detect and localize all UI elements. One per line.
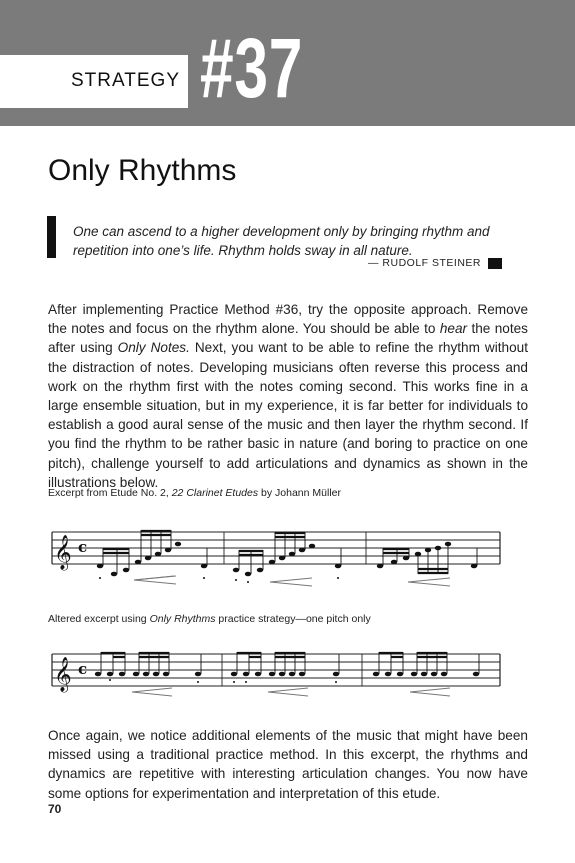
caption-text: Altered excerpt using bbox=[48, 613, 150, 625]
strategy-label: STRATEGY bbox=[71, 70, 180, 91]
paragraph-text: After implementing Practice Method #36, try the opposite approach. Remove the notes and focus on the rhythm alone. You should be able to bbox=[48, 302, 528, 337]
body-paragraph-1 bbox=[48, 300, 528, 492]
caption-text: Excerpt from Etude No. 2, bbox=[48, 487, 172, 499]
paragraph-text: Next, you want to be able to refine the rhythm without the distraction of notes. Developing musicians often reverse this process and work on the rhythm first with the notes coming second. This works fine in a large ensemble situation, but in my experience, it is far better for individuals to establish a good aural sense of the music and then layer the rhythm second. If you find the rhythm to be rather basic in nature (and boring to practice on one pitch), challenge yourself to add articulations and dynamics as shown in the illustrations below. bbox=[48, 340, 528, 490]
body-paragraph-2: Once again, we notice additional elements of the music that might have been missed using a traditional practice method. In this excerpt, the rhythms and dynamics are repetitive with interesting articulation changes. You now have some options for experimentation and interpretation of this etude. bbox=[48, 728, 528, 801]
music-staff-altered bbox=[48, 640, 504, 712]
quote-bar bbox=[47, 216, 56, 258]
caption-text: practice strategy—one pitch only bbox=[215, 613, 371, 625]
caption-work-title: 22 Clarinet Etudes bbox=[171, 487, 259, 499]
strategy-number: #37 bbox=[200, 21, 304, 115]
treble-clef-icon: 𝄞 bbox=[54, 657, 72, 692]
excerpt-caption-1 bbox=[48, 487, 341, 499]
time-signature: c bbox=[78, 660, 88, 678]
quote-attribution bbox=[368, 257, 502, 269]
page-number: 70 bbox=[48, 802, 62, 816]
paragraph-emphasis: hear bbox=[439, 321, 468, 337]
caption-text: by Johann Müller bbox=[258, 487, 341, 499]
excerpt-caption-2 bbox=[48, 613, 371, 625]
paragraph-text: the notes after using bbox=[48, 321, 528, 356]
caption-strategy-name: Only Rhythms bbox=[149, 613, 216, 625]
quote-end-square bbox=[488, 258, 502, 269]
quote-text: One can ascend to a higher development only by bringing rhythm and repetition into one’s life. Rhythm holds sway in all nature. bbox=[73, 224, 490, 258]
time-signature: c bbox=[78, 538, 88, 556]
chapter-title: Only Rhythms bbox=[48, 154, 237, 187]
quote-author: — RUDOLF STEINER bbox=[367, 257, 481, 269]
music-staff-original bbox=[48, 518, 504, 590]
paragraph-emphasis: Only Notes. bbox=[117, 340, 190, 356]
treble-clef-icon: 𝄞 bbox=[54, 535, 72, 570]
